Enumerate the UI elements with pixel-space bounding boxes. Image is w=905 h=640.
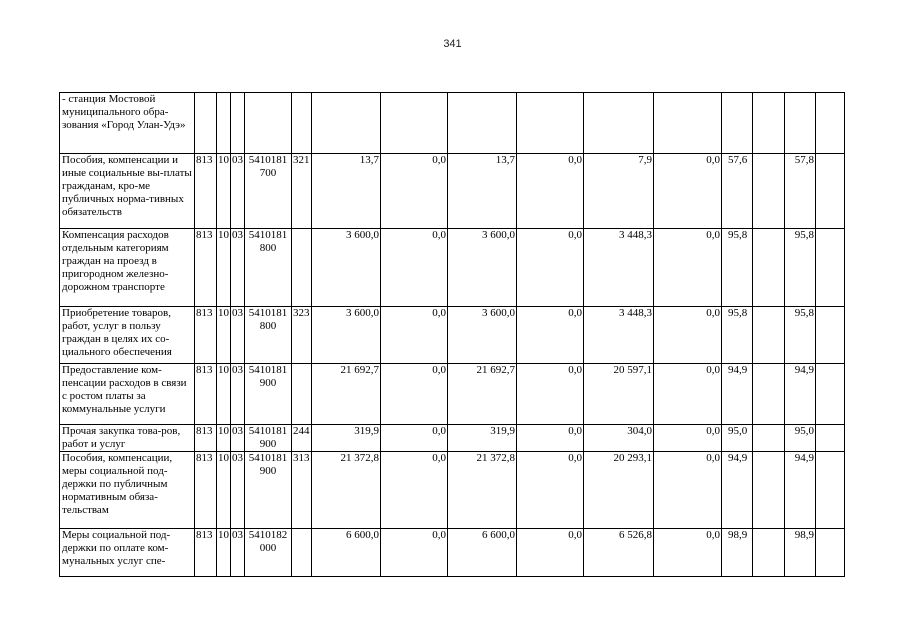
cell-v5: 304,0 <box>584 425 654 452</box>
cell-v4: 0,0 <box>517 154 584 229</box>
cell-empty <box>753 307 785 364</box>
cell-v1: 3 600,0 <box>312 307 381 364</box>
cell-v4: 0,0 <box>517 529 584 577</box>
cell-v5: 20 597,1 <box>584 364 654 425</box>
cell-rz: 10 <box>217 529 231 577</box>
cell-empty <box>816 452 845 529</box>
cell-p1: 95,0 <box>722 425 753 452</box>
cell-v6: 0,0 <box>654 364 722 425</box>
cell-v2: 0,0 <box>381 364 448 425</box>
table-row <box>60 452 845 529</box>
cell-v1: 21 372,8 <box>312 452 381 529</box>
cell-v6: 0,0 <box>654 529 722 577</box>
cell-pr: 03 <box>231 229 245 307</box>
cell-empty <box>816 425 845 452</box>
cell-p2: 95,8 <box>785 307 816 364</box>
cell-pr: 03 <box>231 154 245 229</box>
cell-v3 <box>448 93 517 154</box>
cell-csr: 5410181 900 <box>245 425 292 452</box>
table-row <box>60 364 845 425</box>
cell-v6: 0,0 <box>654 452 722 529</box>
cell-vr <box>292 529 312 577</box>
cell-rz: 10 <box>217 425 231 452</box>
cell-pr: 03 <box>231 529 245 577</box>
cell-vr: 323 <box>292 307 312 364</box>
cell-rz: 10 <box>217 452 231 529</box>
cell-empty <box>816 93 845 154</box>
cell-empty <box>753 154 785 229</box>
cell-pr: 03 <box>231 452 245 529</box>
table-row <box>60 154 845 229</box>
cell-p2: 95,0 <box>785 425 816 452</box>
cell-v4: 0,0 <box>517 307 584 364</box>
cell-v2: 0,0 <box>381 452 448 529</box>
cell-v6: 0,0 <box>654 307 722 364</box>
cell-empty <box>753 93 785 154</box>
cell-v4: 0,0 <box>517 452 584 529</box>
cell-v1: 319,9 <box>312 425 381 452</box>
cell-grbs: 813 <box>195 307 217 364</box>
cell-v6: 0,0 <box>654 425 722 452</box>
cell-v3: 6 600,0 <box>448 529 517 577</box>
cell-p1: 94,9 <box>722 364 753 425</box>
cell-name: Меры социальной под-держки по оплате ком-мунальных услуг спе- <box>60 529 195 577</box>
cell-p1: 98,9 <box>722 529 753 577</box>
cell-p2: 57,8 <box>785 154 816 229</box>
cell-name: - станция Мостовой муниципального обра-зования «Город Улан-Удэ» <box>60 93 195 154</box>
cell-csr <box>245 93 292 154</box>
cell-empty <box>816 529 845 577</box>
table-row <box>60 307 845 364</box>
cell-v1 <box>312 93 381 154</box>
cell-v6: 0,0 <box>654 154 722 229</box>
cell-grbs: 813 <box>195 452 217 529</box>
cell-v3: 319,9 <box>448 425 517 452</box>
cell-empty <box>816 364 845 425</box>
cell-v5: 7,9 <box>584 154 654 229</box>
cell-pr: 03 <box>231 364 245 425</box>
cell-v4: 0,0 <box>517 364 584 425</box>
cell-p2: 94,9 <box>785 452 816 529</box>
cell-v2: 0,0 <box>381 529 448 577</box>
cell-v5: 20 293,1 <box>584 452 654 529</box>
cell-name: Компенсация расходов отдельным категориям граждан на проезд в пригородном железно-дорожном транспорте <box>60 229 195 307</box>
cell-v4: 0,0 <box>517 229 584 307</box>
cell-rz: 10 <box>217 364 231 425</box>
cell-csr: 5410181 900 <box>245 452 292 529</box>
cell-v5: 3 448,3 <box>584 229 654 307</box>
cell-csr: 5410181 800 <box>245 229 292 307</box>
cell-name: Предоставление ком-пенсации расходов в связи с ростом платы за коммунальные услуги <box>60 364 195 425</box>
cell-p1 <box>722 93 753 154</box>
cell-v6 <box>654 93 722 154</box>
cell-v6: 0,0 <box>654 229 722 307</box>
cell-v2: 0,0 <box>381 154 448 229</box>
cell-v3: 21 372,8 <box>448 452 517 529</box>
cell-v1: 6 600,0 <box>312 529 381 577</box>
cell-v3: 3 600,0 <box>448 307 517 364</box>
cell-v4: 0,0 <box>517 425 584 452</box>
cell-grbs: 813 <box>195 425 217 452</box>
cell-vr <box>292 364 312 425</box>
cell-pr <box>231 93 245 154</box>
cell-empty <box>816 154 845 229</box>
cell-p1: 95,8 <box>722 229 753 307</box>
cell-rz: 10 <box>217 154 231 229</box>
table-row <box>60 425 845 452</box>
cell-v3: 13,7 <box>448 154 517 229</box>
cell-empty <box>753 529 785 577</box>
cell-pr: 03 <box>231 425 245 452</box>
cell-empty <box>816 307 845 364</box>
cell-vr: 244 <box>292 425 312 452</box>
cell-p1: 94,9 <box>722 452 753 529</box>
cell-vr: 313 <box>292 452 312 529</box>
cell-v2 <box>381 93 448 154</box>
cell-rz: 10 <box>217 229 231 307</box>
cell-csr: 5410181 700 <box>245 154 292 229</box>
cell-rz: 10 <box>217 307 231 364</box>
cell-vr <box>292 93 312 154</box>
cell-name: Приобретение товаров, работ, услуг в пользу граждан в целях их со-циального обеспечения <box>60 307 195 364</box>
cell-name: Прочая закупка това-ров, работ и услуг <box>60 425 195 452</box>
cell-rz <box>217 93 231 154</box>
cell-p2 <box>785 93 816 154</box>
cell-v3: 21 692,7 <box>448 364 517 425</box>
cell-grbs: 813 <box>195 154 217 229</box>
cell-p2: 95,8 <box>785 229 816 307</box>
cell-v1: 21 692,7 <box>312 364 381 425</box>
cell-empty <box>816 229 845 307</box>
cell-grbs: 813 <box>195 229 217 307</box>
cell-p2: 94,9 <box>785 364 816 425</box>
cell-csr: 5410181 900 <box>245 364 292 425</box>
cell-v3: 3 600,0 <box>448 229 517 307</box>
table-row <box>60 229 845 307</box>
cell-v5 <box>584 93 654 154</box>
cell-empty <box>753 452 785 529</box>
cell-name: Пособия, компенсации и иные социальные вы-платы гражданам, кро-ме публичных норма-тивных обязательств <box>60 154 195 229</box>
cell-grbs: 813 <box>195 364 217 425</box>
page-number: 341 <box>443 38 462 50</box>
cell-p1: 57,6 <box>722 154 753 229</box>
cell-empty <box>753 425 785 452</box>
cell-grbs <box>195 93 217 154</box>
cell-p1: 95,8 <box>722 307 753 364</box>
cell-v2: 0,0 <box>381 425 448 452</box>
cell-csr: 5410181 800 <box>245 307 292 364</box>
cell-name: Пособия, компенсации, меры социальной под-держки по публичным нормативным обяза-тельствам <box>60 452 195 529</box>
cell-empty <box>753 364 785 425</box>
cell-csr: 5410182 000 <box>245 529 292 577</box>
cell-v2: 0,0 <box>381 229 448 307</box>
cell-vr: 321 <box>292 154 312 229</box>
cell-v5: 3 448,3 <box>584 307 654 364</box>
table-row <box>60 529 845 577</box>
cell-v1: 13,7 <box>312 154 381 229</box>
cell-empty <box>753 229 785 307</box>
cell-vr <box>292 229 312 307</box>
budget-table <box>59 92 845 577</box>
cell-grbs: 813 <box>195 529 217 577</box>
cell-v4 <box>517 93 584 154</box>
cell-v1: 3 600,0 <box>312 229 381 307</box>
cell-pr: 03 <box>231 307 245 364</box>
table-row <box>60 93 845 154</box>
cell-v5: 6 526,8 <box>584 529 654 577</box>
cell-p2: 98,9 <box>785 529 816 577</box>
cell-v2: 0,0 <box>381 307 448 364</box>
